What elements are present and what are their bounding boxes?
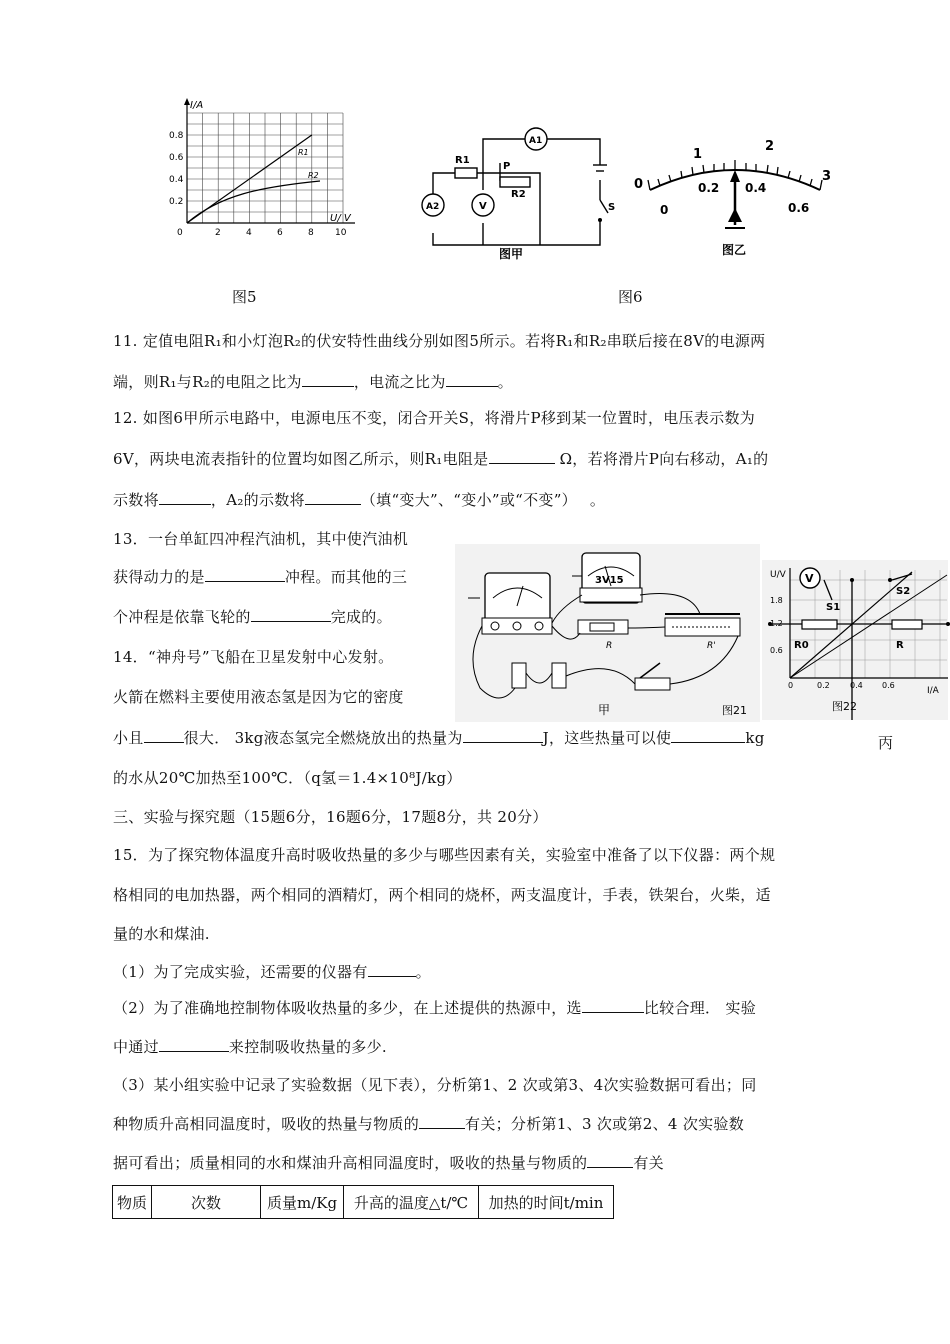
switch-s1: S1 xyxy=(826,602,841,613)
table-header-cell: 物质 xyxy=(113,1186,152,1219)
q12-line2: 6V，两块电流表指针的位置均如图乙所示，则R₁电阻是 Ω，若将滑片P向右移动，A₁的 xyxy=(113,450,769,468)
q15-sub2-cont: 中通过 来控制吸收热量的多少. xyxy=(113,1038,387,1056)
figure6-meter xyxy=(630,130,840,260)
a1-meter: A1 xyxy=(529,136,543,146)
voltmeter-v: V xyxy=(805,572,814,585)
q11-line1: 11. 定值电阻R₁和小灯泡R₂的伏安特性曲线分别如图5所示。若将R₁和R₂串联后接在8V的电源两 xyxy=(113,332,766,350)
r2-label: R2 xyxy=(308,171,319,180)
p-label: P xyxy=(503,161,511,172)
table-header-cell: 加热的时间t/min xyxy=(479,1186,614,1219)
q15-line2: 格相同的电加热器，两个相同的酒精灯，两个相同的烧杯，两支温度计，手表，铁架台，火柴，适 xyxy=(113,886,771,904)
x-tick: 0.2 xyxy=(817,681,830,690)
table-header-row xyxy=(113,1186,614,1219)
q12-line3: 示数将 ，A₂的示数将 （填“变大”、“变小”或“不变”） 。 xyxy=(113,491,606,509)
q12-line1: 12. 如图6甲所示电路中，电源电压不变，闭合开关S，将滑片P移到某一位置时，电压表示数为 xyxy=(113,409,756,427)
x-tick: 10 xyxy=(335,228,347,238)
y-tick: 0.2 xyxy=(169,197,184,207)
figure22-caption: 图22 xyxy=(832,700,857,713)
x-tick: 4 xyxy=(246,228,252,238)
y-tick: 0.8 xyxy=(169,131,184,141)
voltmeter: V xyxy=(479,201,487,212)
r-label: R xyxy=(606,641,613,651)
figure6-caption: 图6 xyxy=(618,288,643,306)
q11-line2: 端，则R₁与R₂的电阻之比为 ，电流之比为 。 xyxy=(113,373,513,391)
experiment-table xyxy=(112,1185,614,1219)
q15-line1: 15．为了探究物体温度升高时吸收热量的多少与哪些因素有关，实验室中准备了以下仪器：两个规 xyxy=(113,846,776,864)
bottom-scale-02: 0.2 xyxy=(698,181,720,195)
y-tick: 1.2 xyxy=(770,619,783,628)
x-axis-label: U/ V xyxy=(330,213,351,224)
figure-bing: 丙 xyxy=(878,734,894,752)
s-label: S xyxy=(608,202,615,213)
q13-line3: 个冲程是依靠飞轮的 完成的。 xyxy=(113,608,392,626)
x-tick: 0.4 xyxy=(850,681,863,690)
switch-s2: S2 xyxy=(896,586,911,597)
q15-sub3-line2: 种物质升高相同温度时，吸收的热量与物质的 有关；分析第1、3 次或第2、4 次实验数 xyxy=(113,1115,745,1133)
figure22-graph xyxy=(762,560,950,720)
x-tick: 0 xyxy=(788,681,794,690)
q15-sub2: （2）为了准确地控制物体吸收热量的多少，在上述提供的热源中，选 比较合理． 实验 xyxy=(113,999,757,1017)
q14-line2: 火箭在燃料主要使用液态氢是因为它的密度 xyxy=(113,688,404,706)
q14-line3: 小且 很大． 3kg液态氢完全燃烧放出的热量为 J，这些热量可以使 kg xyxy=(113,729,765,747)
r1-label: R1 xyxy=(455,155,470,166)
section3-heading: 三、实验与探究题（15题6分，16题6分，17题8分，共 20分） xyxy=(113,808,548,826)
figure21-caption: 图21 xyxy=(722,704,747,717)
q13-line1: 13．一台单缸四冲程汽油机，其中使汽油机 xyxy=(113,530,409,548)
figure6-circuit xyxy=(415,125,615,260)
figure21-jia: 甲 xyxy=(598,703,611,717)
q15-sub3-line3: 据可看出；质量相同的水和煤油升高相同温度时，吸收的热量与物质的 有关 xyxy=(113,1154,664,1172)
q14-line4: 的水从20℃加热至100℃．（q氢＝1.4×10⁸J/kg） xyxy=(113,769,462,787)
y-axis-label: I/A xyxy=(190,100,204,111)
bottom-scale-06: 0.6 xyxy=(788,201,810,215)
y-tick: 0.6 xyxy=(169,153,184,163)
x-tick: 0.6 xyxy=(882,681,895,690)
x-tick: 6 xyxy=(277,228,283,238)
resistor-r: R xyxy=(896,640,904,651)
x-tick: 2 xyxy=(215,228,221,238)
figure5-caption: 图5 xyxy=(232,288,257,306)
top-scale-2: 2 xyxy=(765,139,775,154)
voltmeter-terminal-labels: 3V15 xyxy=(595,575,624,586)
table-header-cell: 次数 xyxy=(152,1186,261,1219)
axis-u: U/V xyxy=(770,570,786,580)
x-tick: 0 xyxy=(177,228,183,238)
figure-yi-label: 图乙 xyxy=(722,243,747,257)
r1-label: R1 xyxy=(298,148,309,157)
q15-line3: 量的水和煤油. xyxy=(113,925,210,943)
bottom-scale-0: 0 xyxy=(660,203,669,217)
top-scale-1: 1 xyxy=(693,147,703,162)
table-header-cell: 升高的温度△t/℃ xyxy=(344,1186,479,1219)
r2-label: R2 xyxy=(511,189,526,200)
q15-sub1: （1）为了完成实验，还需要的仪器有 。 xyxy=(113,963,431,981)
top-scale-3: 3 xyxy=(822,169,832,184)
table-header-cell: 质量m/Kg xyxy=(261,1186,344,1219)
bottom-scale-04: 0.4 xyxy=(745,181,767,195)
figure-jia-label: 图甲 xyxy=(499,247,524,260)
y-tick: 1.8 xyxy=(770,596,783,605)
axis-i: I/A xyxy=(927,686,939,696)
a2-meter: A2 xyxy=(426,202,440,212)
y-tick: 0.4 xyxy=(169,175,184,185)
q14-line1: 14．“神舟号”飞船在卫星发射中心发射。 xyxy=(113,648,394,666)
figure5-graph xyxy=(160,95,360,245)
r2-curve xyxy=(187,181,320,223)
figure21-apparatus xyxy=(460,548,760,720)
rheostat-label: R' xyxy=(707,641,716,651)
y-tick: 0.6 xyxy=(770,646,783,655)
resistor-r0: R0 xyxy=(794,640,809,651)
q15-sub3: （3）某小组实验中记录了实验数据（见下表），分析第1、2 次或第3、4次实验数据可看出；同 xyxy=(113,1076,757,1094)
top-scale-0: 0 xyxy=(634,177,644,192)
x-tick: 8 xyxy=(308,228,314,238)
q13-line2: 获得动力的是 冲程。而其他的三 xyxy=(113,568,408,586)
